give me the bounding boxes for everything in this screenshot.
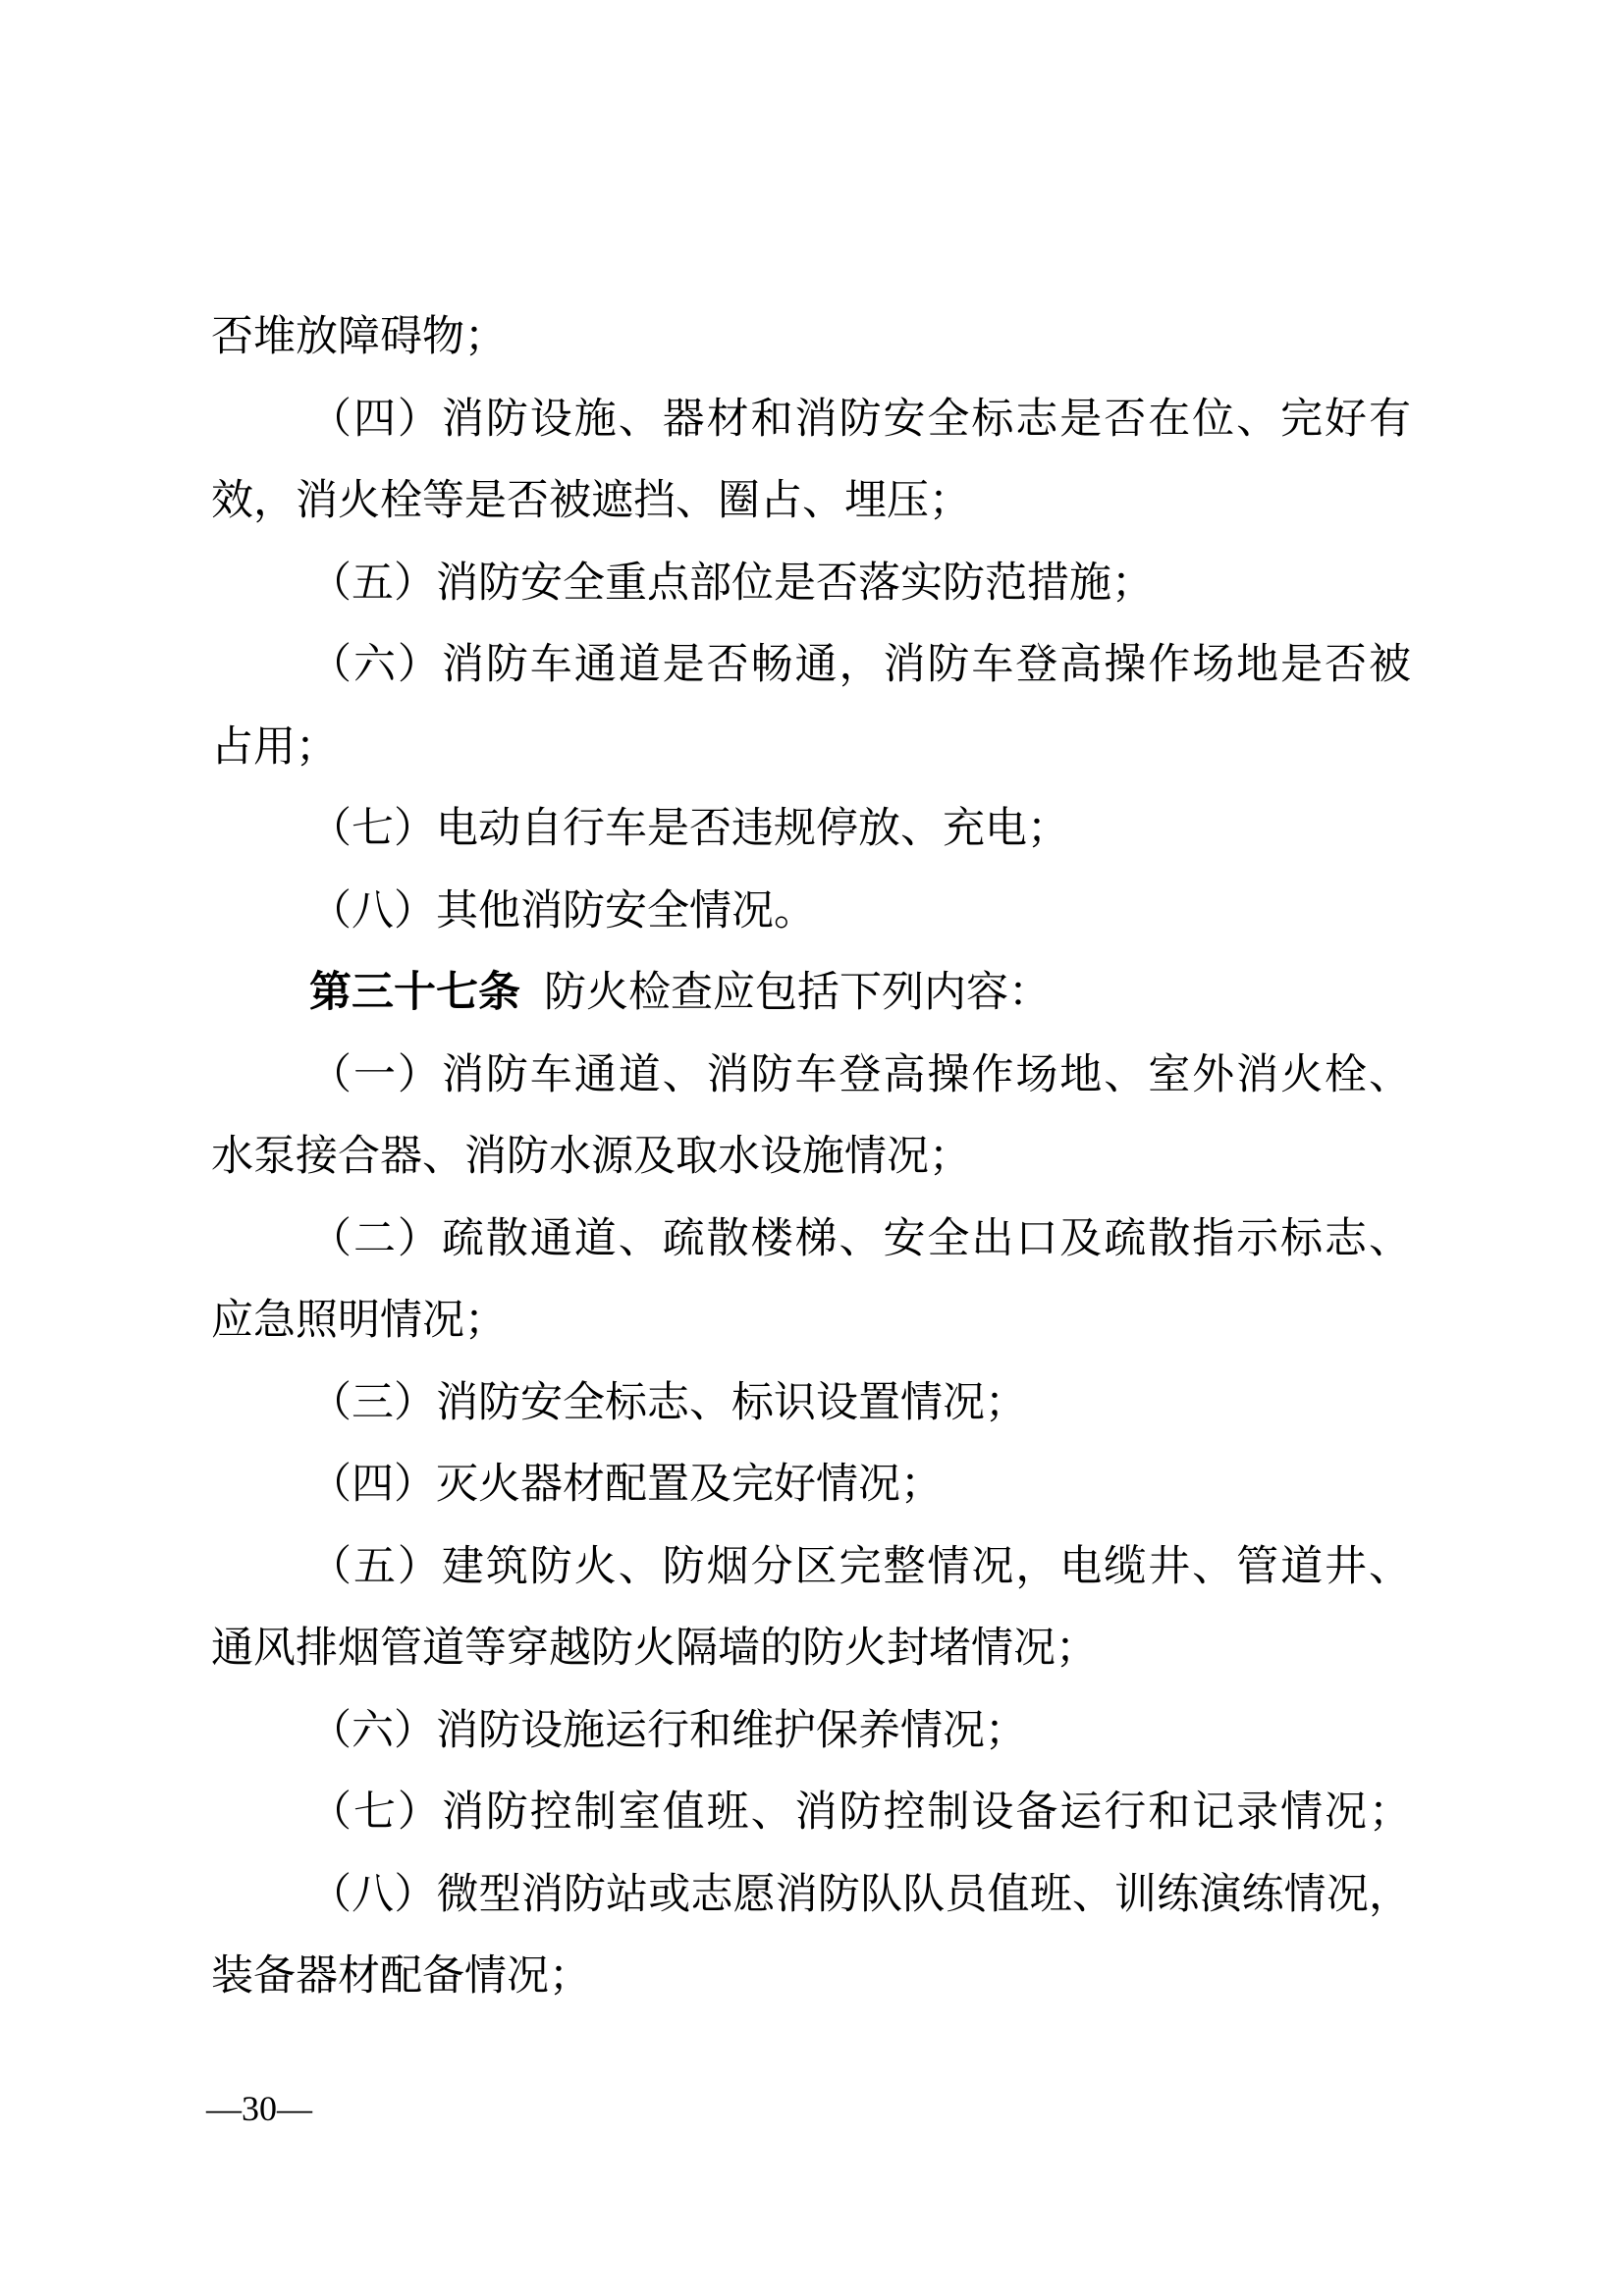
list-item-line: （二）疏散通道、疏散楼梯、安全出口及疏散指示标志、 [309,1215,1411,1262]
continuation-line: 通风排烟管道等穿越防火隔墙的防火封堵情况； [211,1626,1098,1672]
continuation-line: 水泵接合器、消防水源及取水设施情况； [211,1134,971,1180]
list-item-line: （七）电动自行车是否违规停放、充电； [309,806,1069,852]
article-heading-text: 防火检查应包括下列内容： [544,970,1051,1016]
continuation-line: 应急照明情况； [211,1298,507,1344]
continuation-line: 占用； [211,723,338,771]
list-item-line: （七）消防控制室值班、消防控制设备运行和记录情况； [309,1789,1411,1836]
list-item-line: （八）其他消防安全情况。 [309,887,816,934]
list-item-line: （四）灭火器材配置及完好情况； [309,1462,943,1508]
document-body [211,296,1411,2018]
continuation-line: 效，消火栓等是否被遮挡、圈占、埋压； [211,478,971,524]
continuation-line: 装备器材配备情况； [211,1953,591,2000]
continuation-line: 否堆放障碍物； [211,314,507,360]
list-item-line: （六）消防设施运行和维护保养情况； [309,1707,1027,1754]
list-item-line: （八）微型消防站或志愿消防队队员值班、训练演练情况， [309,1871,1411,1918]
article-number: 第三十七条 [309,969,520,1016]
list-item-line: （一）消防车通道、消防车登高操作场地、室外消火栓、 [309,1051,1411,1098]
page-number: —30— [206,2089,312,2128]
list-item-line: （五）建筑防火、防烟分区完整情况，电缆井、管道井、 [309,1543,1411,1590]
article-heading [211,952,1411,1035]
list-item-line: （四）消防设施、器材和消防安全标志是否在位、完好有 [309,396,1411,443]
list-item-line: （五）消防安全重点部位是否落实防范措施； [309,560,1154,607]
list-item-line: （六）消防车通道是否畅通，消防车登高操作场地是否被 [309,642,1411,688]
list-item-line: （三）消防安全标志、标识设置情况； [309,1379,1027,1426]
